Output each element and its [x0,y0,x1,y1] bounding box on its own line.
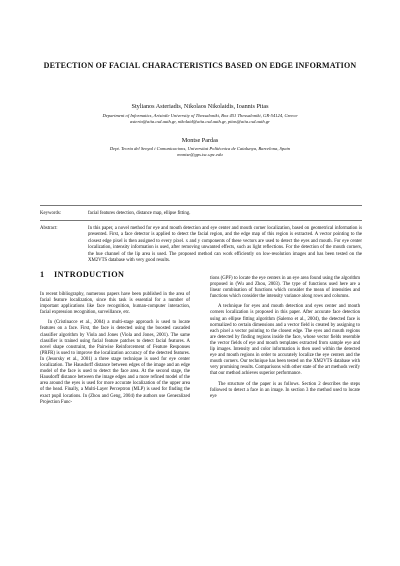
right-column [210,276,360,404]
right-paragraph-3: The structure of the paper is as follows. Section 2 describes the steps followed to detect a face in an image. In section 3 the method used to locate eye [210,381,360,399]
keywords-text: facial features detection, distance map, ellipse fitting. [88,211,191,216]
section-number: 1 [40,270,45,279]
keywords-row [40,211,362,217]
affiliation-primary-dept: Department of Informatics, Aristotle University of Thessaloniki, Box 451 Thessaloniki, GR-54124, Greece [102,113,298,118]
abstract-text: In this paper, a novel method for eye and mouth detection and eye center and mouth corner localization, based on geometrical information is presented. First, a face detector is applied to detect the facial region, and the edge map of this region is extracted. A vector pointing to the closest edge pixel is then assigned to every pixel. x and y components of these vectors are used to detect the eyes and mouth. For eye center localization, intensity information is used, after removing unwanted effects, such as light reflections. For the detection of the mouth corners, the hue channel of the lip area is used. The proposed method can work efficiently on low-resolution images and has been tested on the XM2VTS database with very good results. [88,226,362,264]
right-paragraph-1: tions (GPF) to locate the eye centers in an eye area found using the algorithm proposed in (Wu and Zhou, 2003). The type of functions used here are a linear combination of functions which consider the mean of intensities and functions which consider the intensity variance along rows and columns. [210,276,360,300]
affiliation-secondary-dept: Dept. Teoria del Senyal i Comunicacions, Universitat Politècnica de Catalunya, Barcelona, Spain [109,146,291,151]
left-paragraph-2: In (Cristinacce et al., 2004) a multi-stage approach is used to locate features on a face. First, the face is detected using the boosted cascaded classifier algorithm by Viola and Jones (Viola and Jones, 2001). The same classifier is trained using facial feature patches to detect facial features. A novel shape constraint, the Pairwise Reinforcement of Feature Responses (PRFR) is used to improve the localization accuracy of the detected features. In (Jesorsky et al., 2001) a three stage technique is used for eye center localization. The Hausdorff distance between edges of the image and an edge model of the face is used to detect the face area. At the second stage, the Hausdorff distance between the image edges and a more refined model of the area around the eyes is used for more accurate localization of the upper area of the head. Finally, a Multi-Layer Perceptron (MLP) is used for finding the exact pupil locations. In (Zhou and Geng, 2004) the authors use Generalized Projection Func- [40,320,190,405]
section-title: INTRODUCTION [54,270,125,279]
keywords-label: Keywords: [40,211,62,216]
divider-middle [40,220,362,221]
affiliation-secondary [40,146,360,158]
affiliation-secondary-email: montse@gps.tsc.upc.edu [177,152,223,158]
affiliation-primary-emails: asteria@aiia.csd.auth.gr, nikolaid@aiia.csd.auth.gr, pitas@aiia.csd.auth.gr [130,119,270,125]
right-paragraph-2: A technique for eyes and mouth detection and eyes center and mouth corners localization is proposed in this paper. After accurate face detection using an ellipse fitting algorithm (Salerno et al., 2004), the detected face is normalized to certain dimensions and a vector field is created by assigning to each pixel a vector pointing to the closest edge. The eyes and mouth regions are detected by finding regions inside the face, whose vector fields resemble the vector fields of eye and mouth templates extracted from sample eye and lip images. Intensity and color information is then used within the detected eye and mouth regions in order to accurately localize the eye centers and the mouth corners. Our technique has been tested on the XM2VTS database with very promising results. Comparisons with other state of the art methods verify that our method achieves superior performance. [210,304,361,377]
left-column [40,270,190,410]
authors-primary: Stylianos Asteriadis, Nikolaos Nikolaidis, Ioannis Pitas [131,103,269,110]
divider-top [40,205,362,206]
section-heading [40,270,190,280]
abstract-label: Abstract: [40,226,58,231]
left-paragraph-1: In recent bibliography, numerous papers have been published in the area of facial feature localization, since this task is essential for a number of important applications like face recognition, human-computer interaction, facial expression recognition, surveillance, etc. [40,292,190,316]
paper-title: DETECTION OF FACIAL CHARACTERISTICS BASED ON EDGE INFORMATION [43,61,357,70]
abstract-row [40,226,362,264]
affiliation-primary [40,113,360,125]
authors-secondary: Montse Pardas [181,137,219,144]
